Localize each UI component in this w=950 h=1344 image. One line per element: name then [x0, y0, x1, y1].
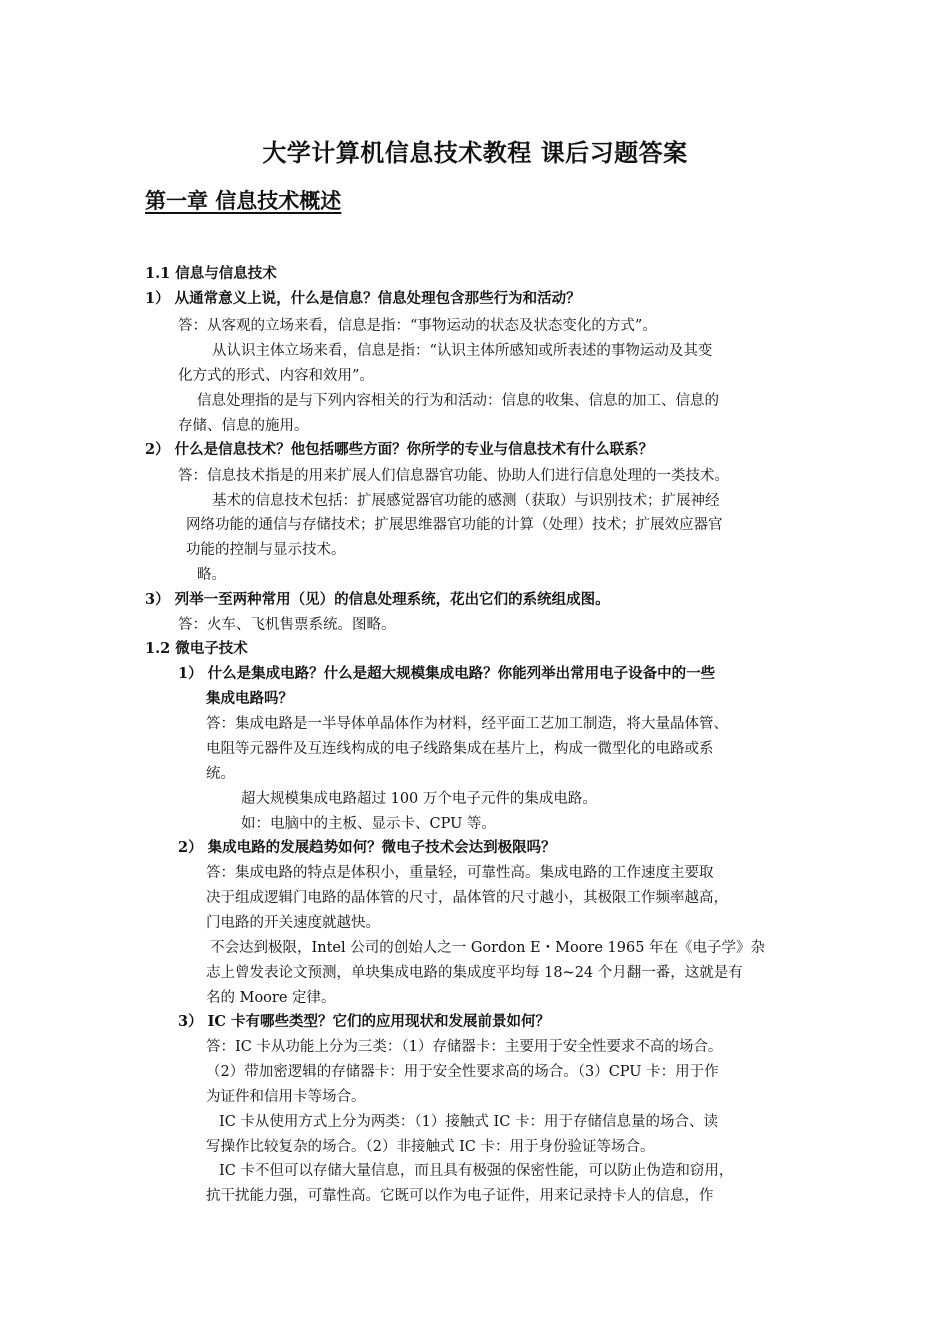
section-heading: 1.2 微电子技术: [145, 640, 248, 657]
question: 3） 列举一至两种常用（见）的信息处理系统，花出它们的系统组成图。: [145, 591, 610, 608]
question: 2） 什么是信息技术？他包括哪些方面？你所学的专业与信息技术有什么联系？: [145, 441, 654, 458]
question: 1） 什么是集成电路？什么是超大规模集成电路？你能列举出常用电子设备中的一些: [178, 665, 716, 682]
answer-line: IC 卡从使用方式上分为两类：（1）接触式 IC 卡：用于存储信息量的场合、读: [219, 1114, 718, 1130]
answer-line: 门电路的开关速度就越快。: [206, 915, 380, 931]
answer-line: 志上曾发表论文预测，单块集成电路的集成度平均每 18~24 个月翻一番，这就是有: [206, 965, 743, 981]
chapter-heading: 第一章 信息技术概述: [145, 189, 342, 213]
question: 3） IC 卡有哪些类型？它们的应用现状和发展前景如何？: [178, 1013, 551, 1030]
section-heading: 1.1 信息与信息技术: [145, 265, 277, 282]
answer-line: 如：电脑中的主板、显示卡、CPU 等。: [241, 816, 496, 832]
question: 1） 从通常意义上说，什么是信息？信息处理包含那些行为和活动？: [145, 290, 581, 307]
question: 2） 集成电路的发展趋势如何？微电子技术会达到极限吗？: [178, 839, 556, 856]
answer-line: 答：火车、飞机售票系统。图略。: [178, 617, 396, 633]
answer-line: 化方式的形式、内容和效用”。: [178, 368, 374, 384]
answer-line: IC 卡不但可以存储大量信息，而且具有极强的保密性能，可以防止伪造和窃用，: [219, 1163, 734, 1179]
answer-line: 从认识主体立场来看，信息是指：“认识主体所感知或所表述的事物运动及其变: [212, 343, 713, 359]
answer-line: （2）带加密逻辑的存储器卡：用于安全性要求高的场合。（3）CPU 卡：用于作: [206, 1064, 719, 1080]
answer-line: 电阻等元器件及互连线构成的电子线路集成在基片上，构成一微型化的电路或系: [206, 741, 714, 757]
answer-line: 超大规模集成电路超过 100 万个电子元件的集成电路。: [241, 791, 597, 807]
answer-line: 写操作比较复杂的场合。（2）非接触式 IC 卡：用于身份验证等场合。: [206, 1139, 655, 1155]
answer-line: 决于组成逻辑门电路的晶体管的尺寸，晶体管的尺寸越小，其极限工作频率越高，: [206, 890, 728, 906]
answer-line: 抗干扰能力强，可靠性高。它既可以作为电子证件，用来记录持卡人的信息，作: [206, 1188, 714, 1204]
answer-line: 基术的信息技术包括：扩展感觉器官功能的感测（获取）与识别技术；扩展神经: [212, 493, 720, 509]
answer-line: 信息处理指的是与下列内容相关的行为和活动：信息的收集、信息的加工、信息的: [197, 393, 719, 409]
answer-line: 统。: [206, 766, 235, 782]
answer-line: 为证件和信用卡等场合。: [206, 1089, 366, 1105]
answer-line: 略。: [197, 567, 226, 583]
answer-line: 答：集成电路的特点是体积小，重量轻，可靠性高。集成电路的工作速度主要取: [206, 865, 714, 881]
answer-line: 答：IC 卡从功能上分为三类：（1）存储器卡：主要用于安全性要求不高的场合。: [206, 1039, 723, 1055]
answer-line: 答：从客观的立场来看，信息是指：“事物运动的状态及状态变化的方式”。: [178, 318, 657, 334]
answer-line: 名的 Moore 定律。: [206, 990, 336, 1006]
answer-line: 答：集成电路是一半导体单晶体作为材料，经平面工艺加工制造，将大量晶体管、: [206, 716, 728, 732]
document-title: 大学计算机信息技术教程 课后习题答案: [262, 139, 688, 167]
answer-line: 答：信息技术指是的用来扩展人们信息器官功能、协助人们进行信息处理的一类技术。: [178, 468, 729, 484]
answer-line: 不会达到极限，Intel 公司的创始人之一 Gordon E・Moore 1965 年在《电子学》杂: [210, 940, 766, 956]
question: 集成电路吗？: [206, 690, 293, 707]
answer-line: 网络功能的通信与存储技术；扩展思维器官功能的计算（处理）技术；扩展效应器官: [186, 517, 723, 533]
answer-line: 功能的控制与显示技术。: [186, 542, 346, 558]
answer-line: 存储、信息的施用。: [178, 418, 309, 434]
